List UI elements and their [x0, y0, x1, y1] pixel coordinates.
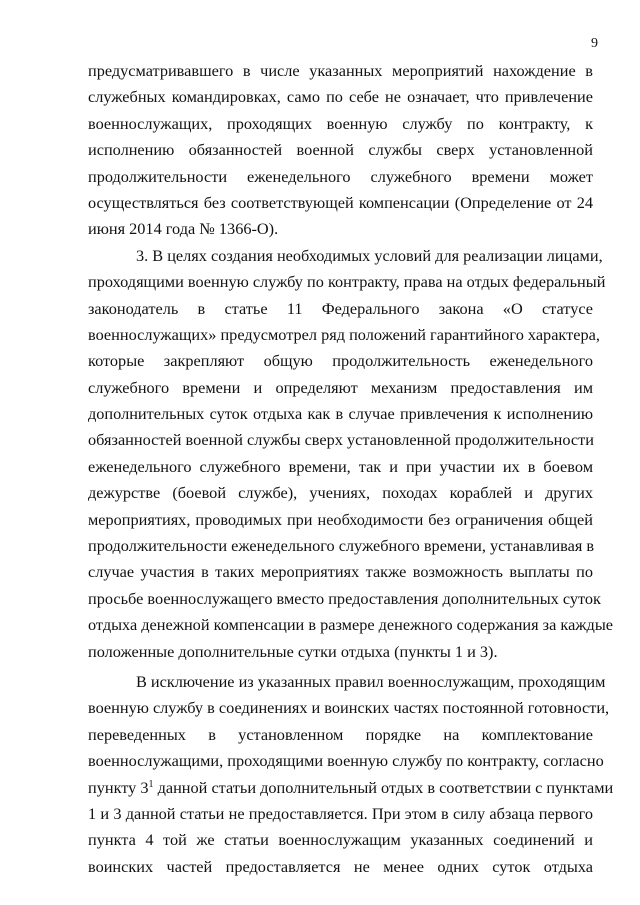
text-line: законодатель в статье 11 Федерального закона «О статусе [88, 298, 593, 318]
text-line: дежурстве (боевой службе), учениях, походах кораблей и других [88, 483, 593, 503]
text-line: пункта 4 той же статьи военнослужащим указанных соединений и [88, 830, 593, 850]
text-line: служебных командировках, само по себе не означает, что привлечение [88, 87, 593, 107]
text-line: которые закрепляют общую продолжительность еженедельного [88, 351, 593, 371]
text-line: переведенных в установленном порядке на комплектование [88, 724, 593, 744]
text-line: В исключение из указанных правил военнослужащим, проходящим [136, 671, 606, 691]
text-line: военнослужащих, проходящих военную службу по контракту, к [88, 113, 593, 133]
text-line: дополнительных суток отдыха как в случае привлечения к исполнению [88, 404, 593, 424]
text-line: 3. В целях создания необходимых условий для реализации лицами, [136, 245, 603, 265]
page-number: 9 [591, 36, 598, 51]
text-line: случае участия в таких мероприятиях также возможность выплаты по [88, 562, 593, 582]
document-body [88, 58, 614, 880]
paragraph [88, 669, 614, 880]
text-line: мероприятиях, проводимых при необходимости без ограничения общей [88, 509, 593, 529]
text-line: июня 2014 года № 1366-О). [88, 219, 279, 239]
text-segment: пункту 3 [88, 777, 149, 797]
superscript: 1 [148, 778, 154, 790]
paragraph [88, 243, 613, 665]
text-line: служебного времени и определяют механизм предоставления им [88, 377, 593, 397]
text-line: еженедельного служебного времени, так и при участии их в боевом [88, 456, 593, 476]
text-line: предусматривавшего в числе указанных мероприятий нахождение в [88, 61, 593, 80]
text-line: военнослужащими, проходящими военную службу по контракту, согласно [88, 751, 604, 771]
text-segment: данной статьи дополнительный отдых в соответствии с пунктами [153, 777, 614, 797]
text-line: отдыха денежной компенсации в размере денежного содержания за каждые [88, 615, 613, 635]
text-line: продолжительности еженедельного служебного времени может [88, 166, 593, 186]
text-line: военную службу в соединениях и воинских частях постоянной готовности, [88, 698, 610, 718]
text-line: 1 и 3 данной статьи не предоставляется. При этом в силу абзаца первого [88, 803, 593, 823]
text-line: обязанностей военной службы сверх установленной продолжительности [88, 430, 594, 450]
text-line: военнослужащих» предусмотрел ряд положений гарантийного характера, [88, 324, 600, 344]
text-line [88, 775, 614, 801]
text-line: проходящими военную службу по контракту, права на отдых федеральный [88, 272, 606, 292]
text-line: исполнению обязанностей военной службы сверх установленной [88, 140, 593, 160]
text-line: воинских частей предоставляется не менее одних суток отдыха [88, 856, 593, 876]
text-line: просьбе военнослужащего вместо предоставления дополнительных суток [88, 588, 601, 608]
paragraph [88, 58, 593, 243]
text-line: продолжительности еженедельного служебного времени, устанавливая в [88, 536, 595, 556]
text-line: положенные дополнительные сутки отдыха (пункты 1 и 3). [88, 641, 498, 661]
text-line: осуществляться без соответствующей компенсации (Определение от 24 [88, 192, 593, 212]
